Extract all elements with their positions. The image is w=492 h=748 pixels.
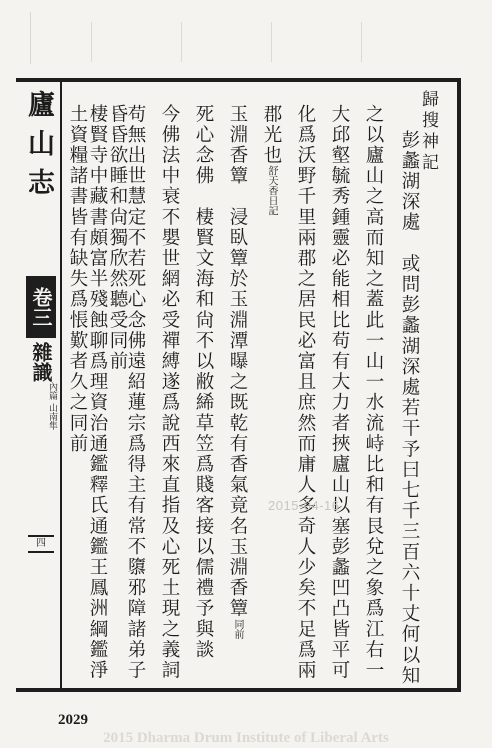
date-watermark: 2015-04-16: [268, 498, 340, 513]
gutter-chapter: 雜識: [29, 342, 53, 382]
text-column: 化爲沃野千里兩郡之居民必富且庶然而庸人多奇人少矣不足爲兩: [295, 104, 316, 681]
text-column: 彭蠡湖深處 或問彭蠡湖深處若干予曰七千三百六十丈何以知: [399, 130, 420, 687]
text-column: 棲賢寺中藏書頗富半殘蝕聊爲理資治通鑑釋氏通鑑王鳳洲綱鑑淨: [87, 104, 108, 681]
ghost-line: [91, 22, 92, 62]
text-column: [224, 104, 251, 639]
gutter-subsection: 內篇 山南隼: [47, 382, 57, 430]
text-column: 土資糧諸書皆有缺失爲悵歎者久之同前: [67, 104, 88, 455]
text-column: [258, 104, 285, 216]
text-column: 今佛法中衰不嬰世網必受禪縛遂爲說西來直指及心死土現之義詞: [159, 104, 180, 681]
page-number: 2029: [58, 712, 88, 728]
text-column: 之以廬山之高而知之蓋此一山一水流峙比和有艮兌之象爲江右一: [363, 104, 384, 681]
ghost-line: [361, 22, 362, 62]
gutter-volume: 卷三: [26, 276, 56, 338]
gutter-page-mark: 四: [28, 535, 54, 553]
column-text: 郡光也: [261, 104, 282, 166]
column-text: 玉淵香簟 浸臥簟於玉淵潭曝之既乾有香氣竟名玉淵香簟: [227, 104, 248, 619]
ghost-ruling: [30, 12, 471, 64]
inline-note: 舒天香日記: [266, 165, 277, 216]
text-column: 昏昏欲睡和尙獨欣然聽受同前: [107, 104, 128, 372]
ghost-line: [271, 22, 272, 62]
gutter-title: 廬山志: [23, 90, 54, 207]
ghost-line: [181, 22, 182, 62]
text-column: 大邱壑毓秀鍾靈必能相比苟有大力者挾廬山以塞彭蠡凹凸皆平可: [329, 104, 350, 681]
inline-note: 同前: [232, 619, 243, 639]
text-column: 苟無出世慧定不若死心念佛遠紹蓮宗爲得主有常不隳邪障諸弟子: [125, 104, 146, 681]
text-column: 死心念佛 棲賢文海和尙不以敝絺草笠爲賤客接以儒禮予與談: [193, 104, 214, 661]
source-title: 歸搜神記: [418, 90, 438, 174]
footer-watermark: 2015 Dharma Drum Institute of Liberal Arts: [103, 730, 389, 746]
